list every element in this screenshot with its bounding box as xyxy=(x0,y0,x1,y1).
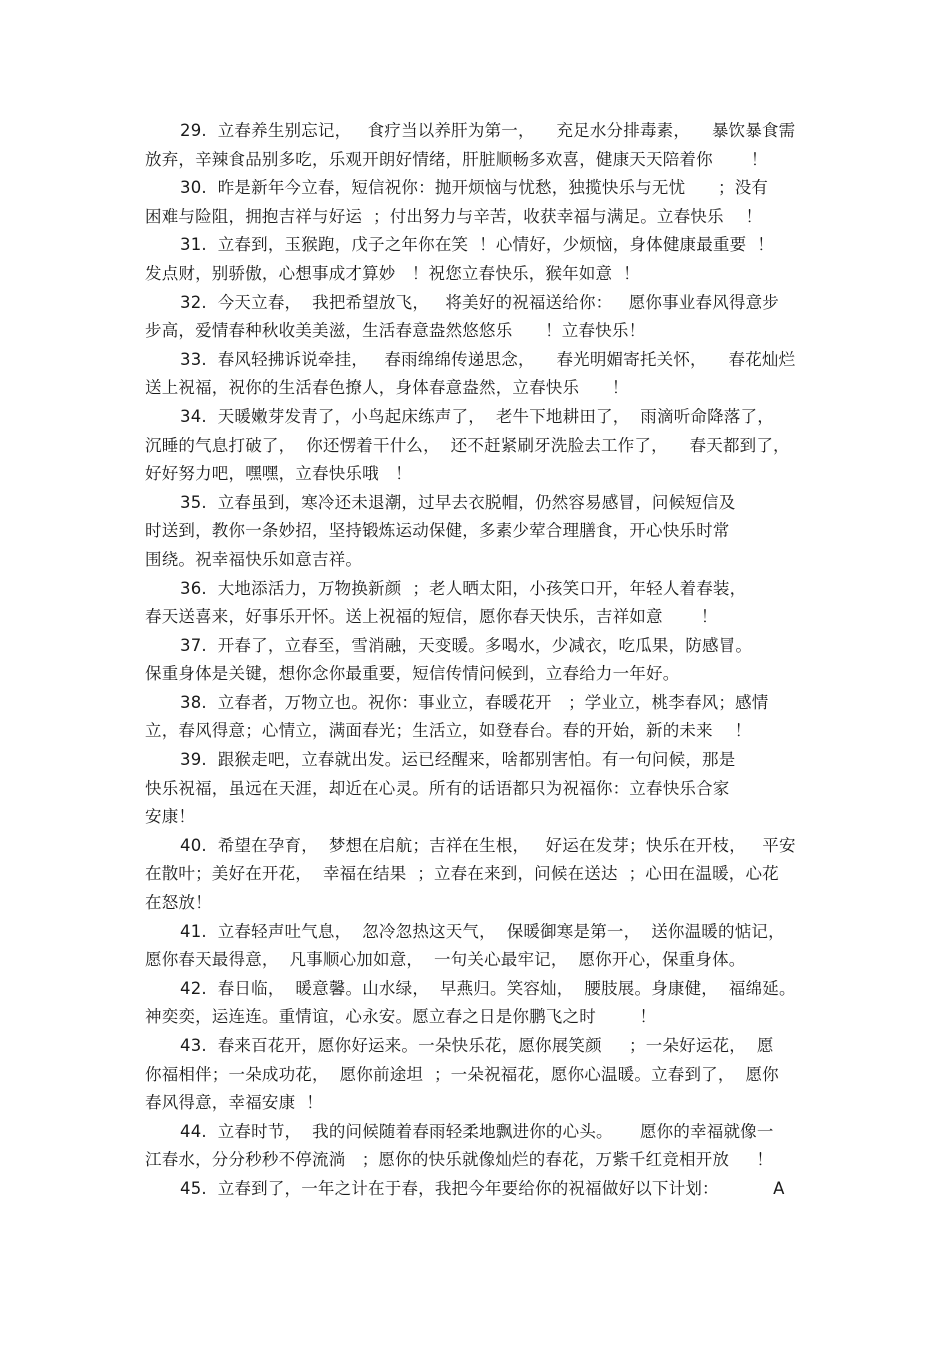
text-line: 立，春风得意；心情立，满面春光；生活立，如登春台。春的开始，新的未来 ！ xyxy=(145,721,752,741)
text-line: 围绕。祝幸福快乐如意吉祥。 xyxy=(145,549,363,569)
text-line: 44. 立春时节， 我的问候随着春雨轻柔地飘进你的心头。 愿你的幸福就像一 xyxy=(180,1121,774,1141)
text-line: 沉睡的气息打破了， 你还愣着干什么， 还不赶紧刷牙洗脸去工作了， 春天都到了， xyxy=(145,435,790,455)
text-line: 35. 立春虽到，寒冷还未退潮，过早去衣脱帽，仍然容易感冒，问候短信及 xyxy=(180,492,736,512)
document-body xyxy=(145,117,810,1204)
text-line: 40. 希望在孕育， 梦想在启航；吉祥在生根， 好运在发芽；快乐在开枝， 平安 xyxy=(180,835,796,855)
text-line: 42. 春日临， 暖意馨。山水绿， 早燕归。笑容灿， 腰肢展。身康健， 福绵延。 xyxy=(180,978,796,998)
text-line: 在散叶；美好在开花， 幸福在结果 ；立春在来到，问候在送达 ；心田在温暖，心花 xyxy=(145,864,779,884)
text-line: 39. 跟猴走吧，立春就出发。运已经醒来，啥都别害怕。有一句问候，那是 xyxy=(180,750,736,770)
text-line: 春风得意，幸福安康 ！ xyxy=(145,1093,323,1113)
text-line: 放弃，辛辣食品别多吃，乐观开朗好情绪，肝脏顺畅多欢喜，健康天天陪着你 ！ xyxy=(145,149,768,169)
text-line: 春天送喜来，好事乐开怀。送上祝福的短信，愿你春天快乐，吉祥如意 ！ xyxy=(145,607,718,627)
text-line: 31. 立春到，玉猴跑，戊子之年你在笑 ！心情好，少烦恼，身体健康最重要 ！ xyxy=(180,235,774,255)
text-line: 34. 天暖嫩芽发青了，小鸟起床练声了， 老牛下地耕田了， 雨滴听命降落了， xyxy=(180,406,774,426)
text-line: 好好努力吧，嘿嘿，立春快乐哦 ！ xyxy=(145,464,412,484)
text-line: 45. 立春到了，一年之计在于春，我把今年要给你的祝福做好以下计划： A xyxy=(180,1178,785,1198)
text-line: 送上祝福，祝你的生活春色撩人，身体春意盎然，立春快乐 ！ xyxy=(145,378,629,398)
text-line: 30. 昨是新年今立春，短信祝你：抛开烦恼与忧愁，独揽快乐与无忧 ；没有 xyxy=(180,178,769,198)
text-line: 36. 大地添活力，万物换新颜 ；老人晒太阳，小孩笑口开，年轻人着春装， xyxy=(180,578,747,598)
text-line: 保重身体是关键，想你念你最重要，短信传情问候到，立春给力一年好。 xyxy=(145,664,680,684)
text-line: 愿你春天最得意， 凡事顺心加如意， 一句关心最牢记， 愿你开心，保重身体。 xyxy=(145,950,746,970)
text-line: 快乐祝福，虽远在天涯，却近在心灵。所有的话语都只为祝福你：立春快乐合家 xyxy=(145,778,730,798)
text-line: 步高，爱情春种秋收美美滋，生活春意盎然悠悠乐 ！立春快乐！ xyxy=(145,321,646,341)
text-line: 你福相伴；一朵成功花， 愿你前途坦 ；一朵祝福花，愿你心温暖。立春到了， 愿你 xyxy=(145,1064,779,1084)
text-line: 神奕奕，运连连。重情谊，心永安。愿立春之日是你鹏飞之时 ！ xyxy=(145,1007,657,1027)
text-line: 在怒放！ xyxy=(145,893,212,913)
text-line: 37. 开春了，立春至，雪消融，天变暖。多喝水，少减衣，吃瓜果，防感冒。 xyxy=(180,635,753,655)
text-line: 43. 春来百花开，愿你好运来。一朵快乐花，愿你展笑颜 ；一朵好运花， 愿 xyxy=(180,1036,774,1055)
text-line: 江春水，分分秒秒不停流淌 ；愿你的快乐就像灿烂的春花，万紫千红竞相开放 ！ xyxy=(145,1150,774,1170)
text-line: 29. 立春养生别忘记， 食疗当以养肝为第一， 充足水分排毒素， 暴饮暴食需 xyxy=(180,121,796,140)
text-line: 38. 立春者，万物立也。祝你：事业立，春暖花开 ；学业立，桃李春风；感情 xyxy=(180,692,769,712)
text-line: 时送到，教你一条妙招，坚持锻炼运动保健，多素少荤合理膳食，开心快乐时常 xyxy=(145,521,730,541)
text-line: 困难与险阻，拥抱吉祥与好运 ；付出努力与辛苦，收获幸福与满足。立春快乐 ！ xyxy=(145,206,763,226)
text-line: 发点财，别骄傲，心想事成才算妙 ！祝您立春快乐，猴年如意 ！ xyxy=(145,263,640,283)
text-line: 安康！ xyxy=(145,807,196,827)
text-line: 33. 春风轻拂诉说牵挂， 春雨绵绵传递思念， 春光明媚寄托关怀， 春花灿烂 xyxy=(180,349,796,369)
text-line: 32. 今天立春， 我把希望放飞， 将美好的祝福送给你： 愿你事业春风得意步 xyxy=(180,292,779,312)
text-line: 41. 立春轻声吐气息， 忽冷忽热这天气， 保暖御寒是第一， 送你温暖的惦记， xyxy=(180,921,785,941)
